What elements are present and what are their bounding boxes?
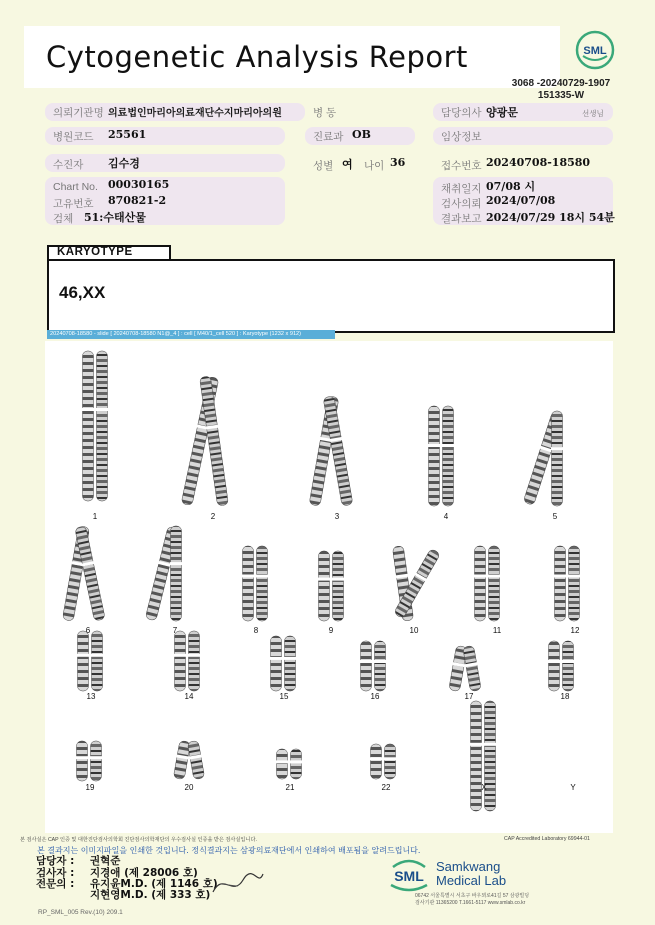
chromosome-pair-18: [548, 641, 574, 691]
chromatid-14-2: [189, 631, 200, 691]
chromosome-label-15: 15: [279, 692, 289, 701]
chromosome-label-20: 20: [184, 783, 194, 792]
receipt-label: 접수번호: [441, 160, 482, 172]
hospital-code-label: 병원코드: [53, 131, 94, 143]
centromere-x-2: [484, 743, 496, 746]
chromatid-4-2: [443, 406, 454, 506]
institution-label: 의뢰기관명: [53, 107, 104, 119]
result-value: 2024/07/29 18시 54분: [486, 211, 615, 224]
chromosome-pair-6: [62, 526, 105, 621]
chromatid-15-2: [285, 636, 296, 691]
chromatid-9-2: [333, 551, 344, 621]
centromere-8-2: [256, 575, 268, 578]
chromosome-pair-7: [145, 526, 182, 621]
chromosome-pair-20: [173, 740, 204, 779]
chromosome-label-y: Y: [570, 783, 576, 792]
chromosome-label-17: 17: [464, 692, 474, 701]
centromere-4-2: [442, 444, 454, 447]
result-label: 결과보고: [441, 213, 482, 225]
specimen-label: 검체: [53, 213, 74, 225]
chromosome-label-x: X: [481, 783, 487, 792]
centromere-12-1: [554, 575, 566, 578]
chromatid-16-1: [361, 641, 372, 691]
staff-role-2: 검사자 :: [36, 867, 75, 879]
centromere-13-1: [77, 654, 89, 657]
chromosome-pair-17: [449, 645, 482, 691]
chromatid-18-2: [563, 641, 574, 691]
centromere-18-2: [562, 660, 574, 663]
centromere-16-2: [374, 660, 386, 663]
chromatid-20-2: [187, 740, 204, 779]
chromosome-pair-x: [470, 701, 496, 811]
examinee-value: 김수경: [108, 157, 140, 170]
centromere-9-2: [332, 578, 344, 581]
chromosome-label-8: 8: [253, 626, 259, 635]
lab-name: [436, 860, 506, 888]
chromosome-label-14: 14: [184, 692, 194, 701]
chromosome-pair-13: [77, 631, 103, 691]
staff-role-3: 전문의 :: [36, 878, 75, 890]
centromere-15-2: [284, 657, 296, 660]
chromatid-16-2: [375, 641, 386, 691]
chromatid-x-1: [471, 701, 482, 811]
chromatid-13-2: [92, 631, 103, 691]
karyotype-result: 46,XX: [59, 283, 106, 302]
chromatid-8-2: [257, 546, 268, 621]
request-value: 2024/07/08: [486, 194, 556, 207]
chromosome-pair-19: [76, 741, 102, 781]
collection-value: 07/08 시: [486, 180, 536, 193]
chromosome-pair-10: [392, 546, 440, 622]
notice-line: 본 결과지는 이미지파일을 인쇄한 것입니다. 정식결과지는 삼광의료재단에서 인쇄하여 배포됨을 알려드립니다.: [37, 846, 421, 855]
chromosome-label-10: 10: [409, 626, 419, 635]
chromosome-pair-3: [309, 396, 353, 506]
centromere-11-1: [474, 575, 486, 578]
centromere-9-1: [318, 578, 330, 581]
chromosome-label-21: 21: [285, 783, 295, 792]
chromatid-12-2: [569, 546, 580, 621]
chromosome-label-4: 4: [443, 512, 449, 521]
chromosome-label-5: 5: [552, 512, 558, 521]
chromosome-label-22: 22: [381, 783, 391, 792]
lab-name-line2: Medical Lab: [436, 873, 507, 888]
centromere-15-1: [270, 657, 282, 660]
institution-value: 의료법인마리아의료재단수지마리아의원: [108, 108, 282, 119]
centromere-1-1: [82, 408, 94, 411]
centromere-11-2: [488, 575, 500, 578]
id-value: 870821-2: [108, 194, 167, 207]
centromere-16-1: [360, 660, 372, 663]
centromere-x-1: [470, 743, 482, 746]
centromere-14-2: [188, 654, 200, 657]
specimen-value: 51:수태산물: [84, 211, 146, 224]
sml-logo-text: SML: [583, 45, 607, 57]
chromosome-pair-2: [181, 376, 228, 506]
form-code: RP_SML_005 Rev.(10) 209.1: [38, 909, 123, 916]
sex-label: 성별: [313, 160, 334, 172]
chromatid-15-1: [271, 636, 282, 691]
chromosome-pair-15: [270, 636, 296, 691]
cert-line: 본 검사실은 CAP 인증 및 대한진단검사의학회 진단검사의학재단의 우수검사실 인증을 받은 검사실입니다.: [20, 837, 257, 843]
chromatid-22-1: [371, 744, 382, 779]
chromatid-12-1: [555, 546, 566, 621]
chromosome-label-11: 11: [492, 626, 502, 635]
centromere-21-1: [276, 760, 288, 763]
chromatid-8-1: [243, 546, 254, 621]
chromosome-pair-4: [428, 406, 454, 506]
staff-name-2: 지경애 (제 28006 호): [90, 867, 198, 879]
lab-address-line1: 06742 서울특별시 서초구 바우뫼로41길 57 삼광빌딩: [415, 893, 530, 899]
chromosome-label-3: 3: [334, 512, 340, 521]
age-value: 36: [390, 156, 406, 169]
samkwang-logo-icon: [385, 855, 433, 893]
chromosome-pair-21: [276, 749, 302, 779]
lab-name-line1: Samkwang: [436, 859, 501, 874]
karyogram: [45, 341, 613, 833]
age-label: 나이: [364, 160, 385, 172]
clinical-label: 임상정보: [441, 131, 482, 143]
signature-image: [208, 862, 268, 902]
karyogram-image: [45, 341, 613, 833]
chromosome-pair-11: [474, 546, 500, 621]
chromatid-14-1: [175, 631, 186, 691]
examinee-label: 수진자: [53, 159, 84, 171]
karyotype-result-box: [47, 259, 615, 333]
chromosome-label-6: 6: [85, 626, 91, 635]
centromere-4-1: [428, 444, 440, 447]
chromatid-4-1: [429, 406, 440, 506]
chromosome-label-18: 18: [560, 692, 570, 701]
doctor-label: 담당의사: [441, 107, 482, 119]
staff-role-1: 담당자 :: [36, 855, 75, 867]
cap-line: CAP Accredited Laboratory 69944-01: [504, 836, 590, 842]
chromatid-x-2: [485, 701, 496, 811]
department-value: OB: [352, 128, 371, 141]
report-id-line2: 151335-W: [537, 90, 585, 101]
chromosome-pair-1: [82, 351, 108, 501]
centromere-21-2: [290, 760, 302, 763]
chromosome-pair-14: [174, 631, 200, 691]
staff-name-4: 지현영M.D. (제 333 호): [90, 889, 211, 901]
chromatid-21-2: [291, 749, 302, 779]
doctor-suffix: 선생님: [582, 109, 604, 118]
chromatid-1-1: [83, 351, 94, 501]
centromere-12-2: [568, 575, 580, 578]
centromere-22-1: [370, 757, 382, 760]
lab-address-line2: 검사기관 11365200 T.1661-5117 www.smlab.co.kr: [415, 900, 526, 906]
centromere-8-1: [242, 575, 254, 578]
lab-address: [415, 893, 529, 907]
chromatid-1-2: [97, 351, 108, 501]
centromere-5-2: [551, 447, 563, 450]
chromatid-11-2: [489, 546, 500, 621]
doctor-value: 양광문: [486, 106, 518, 119]
chromatid-9-1: [319, 551, 330, 621]
centromere-18-1: [548, 660, 560, 663]
chromatid-18-1: [549, 641, 560, 691]
staff-name-1: 권혁준: [90, 855, 121, 867]
chromosome-pair-16: [360, 641, 386, 691]
chromosome-label-7: 7: [172, 626, 178, 635]
receipt-value: 20240708-18580: [486, 156, 591, 169]
centromere-22-2: [384, 757, 396, 760]
chromosome-pair-12: [554, 546, 580, 621]
chromosome-label-2: 2: [210, 512, 216, 521]
sml-logo: [575, 30, 615, 70]
chromosome-label-16: 16: [370, 692, 380, 701]
centromere-14-1: [174, 654, 186, 657]
request-label: 검사의뢰: [441, 198, 482, 210]
chromatid-11-1: [475, 546, 486, 621]
chromosome-label-19: 19: [85, 783, 95, 792]
collection-label: 채취일지: [441, 183, 482, 195]
chromatid-17-2: [463, 645, 482, 691]
report-title: Cytogenetic Analysis Report: [46, 40, 468, 74]
samkwang-logo-letters: SML: [394, 868, 424, 884]
staff-name-3: 유지윤M.D. (제 1146 호): [90, 878, 218, 890]
id-label: 고유번호: [53, 198, 94, 210]
chromosome-label-9: 9: [328, 626, 334, 635]
hospital-code-value: 25561: [108, 128, 147, 141]
chromatid-5-2: [552, 411, 563, 506]
centromere-19-1: [76, 756, 88, 759]
chromatid-22-2: [385, 744, 396, 779]
chart-value: 00030165: [108, 178, 170, 191]
chromatid-13-1: [78, 631, 89, 691]
chromosome-pair-8: [242, 546, 268, 621]
centromere-1-2: [96, 408, 108, 411]
chromosome-label-1: 1: [92, 512, 98, 521]
report-id-line1: 3068 -20240729-1907: [511, 78, 611, 89]
chromosome-label-13: 13: [86, 692, 96, 701]
ward-label: 병 동: [313, 107, 337, 119]
chromosome-label-12: 12: [570, 626, 580, 635]
slide-info: 20240708-18580 - slide [ 20240708-18580 N1@_4 ] : cell [ M40/1_cell 520 ] : Karyotype (1232 x 912): [47, 330, 335, 339]
chromatid-21-1: [277, 749, 288, 779]
chart-label: Chart No.: [53, 181, 98, 193]
chromosome-pair-22: [370, 744, 396, 779]
chromatid-19-1: [77, 741, 88, 781]
chromatid-7-2: [171, 526, 182, 621]
centromere-7-2: [170, 562, 182, 565]
chromosome-pair-9: [318, 551, 344, 621]
department-label: 진료과: [313, 131, 344, 143]
karyotype-tab-label: KARYOTYPE: [57, 246, 133, 258]
sex-value: 여: [342, 158, 353, 171]
chromatid-19-2: [91, 741, 102, 781]
centromere-13-2: [91, 654, 103, 657]
centromere-19-2: [90, 756, 102, 759]
report-id: [508, 78, 614, 102]
chromosome-pair-5: [523, 411, 563, 506]
